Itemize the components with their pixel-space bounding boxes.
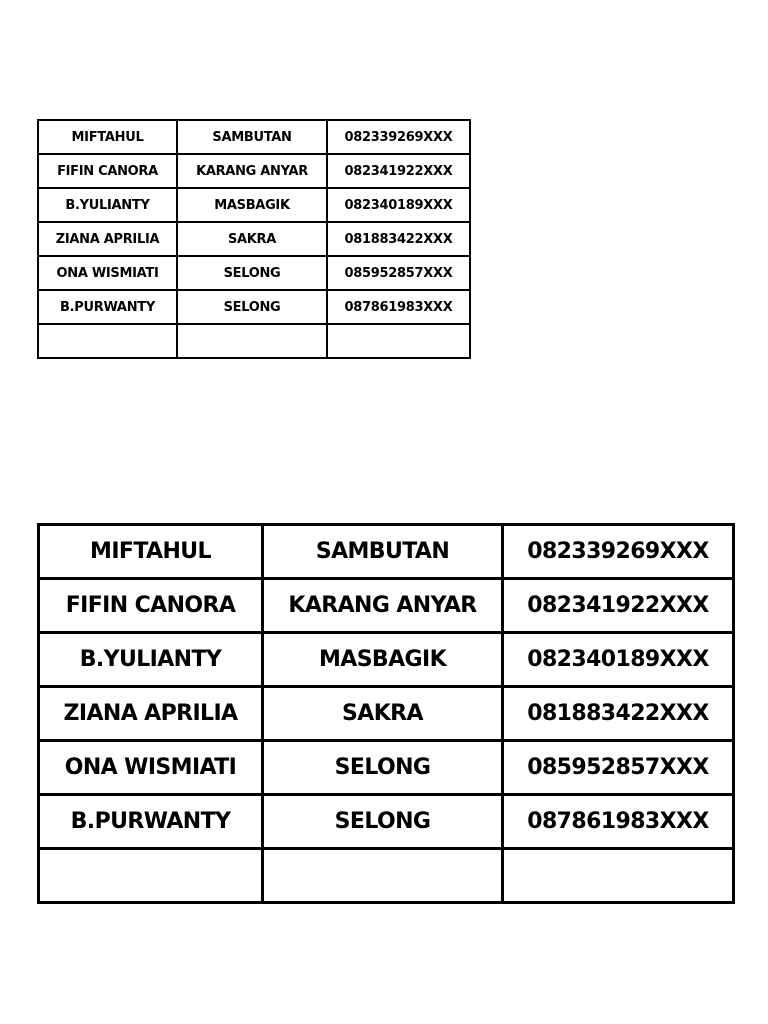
location-cell: KARANG ANYAR: [263, 579, 503, 633]
location-cell: MASBAGIK: [263, 633, 503, 687]
location-cell: SELONG: [177, 256, 327, 290]
name-cell: ONA WISMIATI: [38, 256, 177, 290]
phone-cell: 082341922XXX: [327, 154, 470, 188]
name-cell: B.YULIANTY: [38, 188, 177, 222]
location-cell: KARANG ANYAR: [177, 154, 327, 188]
location-cell: [263, 849, 503, 903]
name-cell: [38, 324, 177, 358]
name-cell: MIFTAHUL: [38, 120, 177, 154]
name-cell: FIFIN CANORA: [39, 579, 263, 633]
phone-cell: 082340189XXX: [503, 633, 734, 687]
table-row: [39, 633, 734, 687]
table-row: [38, 256, 470, 290]
location-cell: SAMBUTAN: [263, 525, 503, 579]
name-cell: FIFIN CANORA: [38, 154, 177, 188]
name-cell: B.PURWANTY: [38, 290, 177, 324]
name-cell: MIFTAHUL: [39, 525, 263, 579]
location-cell: MASBAGIK: [177, 188, 327, 222]
table-row: [38, 188, 470, 222]
table-row: [38, 222, 470, 256]
phone-cell: 082339269XXX: [503, 525, 734, 579]
table-row-empty: [38, 324, 470, 358]
contact-table-large: [37, 523, 735, 904]
contact-table-small: [37, 119, 471, 359]
table-row: [39, 741, 734, 795]
table-row: [39, 795, 734, 849]
phone-cell: [503, 849, 734, 903]
table-row: [39, 687, 734, 741]
phone-cell: 081883422XXX: [503, 687, 734, 741]
phone-cell: 082340189XXX: [327, 188, 470, 222]
phone-cell: [327, 324, 470, 358]
location-cell: SAKRA: [263, 687, 503, 741]
phone-cell: 082339269XXX: [327, 120, 470, 154]
table-row-empty: [39, 849, 734, 903]
location-cell: SELONG: [263, 795, 503, 849]
name-cell: ZIANA APRILIA: [39, 687, 263, 741]
name-cell: B.PURWANTY: [39, 795, 263, 849]
phone-cell: 085952857XXX: [327, 256, 470, 290]
location-cell: SAKRA: [177, 222, 327, 256]
table-row: [38, 120, 470, 154]
location-cell: SELONG: [263, 741, 503, 795]
phone-cell: 087861983XXX: [327, 290, 470, 324]
table-row: [38, 290, 470, 324]
name-cell: ZIANA APRILIA: [38, 222, 177, 256]
table-row: [39, 579, 734, 633]
name-cell: ONA WISMIATI: [39, 741, 263, 795]
location-cell: SELONG: [177, 290, 327, 324]
phone-cell: 087861983XXX: [503, 795, 734, 849]
table-row: [39, 525, 734, 579]
name-cell: B.YULIANTY: [39, 633, 263, 687]
name-cell: [39, 849, 263, 903]
phone-cell: 082341922XXX: [503, 579, 734, 633]
location-cell: [177, 324, 327, 358]
location-cell: SAMBUTAN: [177, 120, 327, 154]
phone-cell: 085952857XXX: [503, 741, 734, 795]
phone-cell: 081883422XXX: [327, 222, 470, 256]
table-row: [38, 154, 470, 188]
